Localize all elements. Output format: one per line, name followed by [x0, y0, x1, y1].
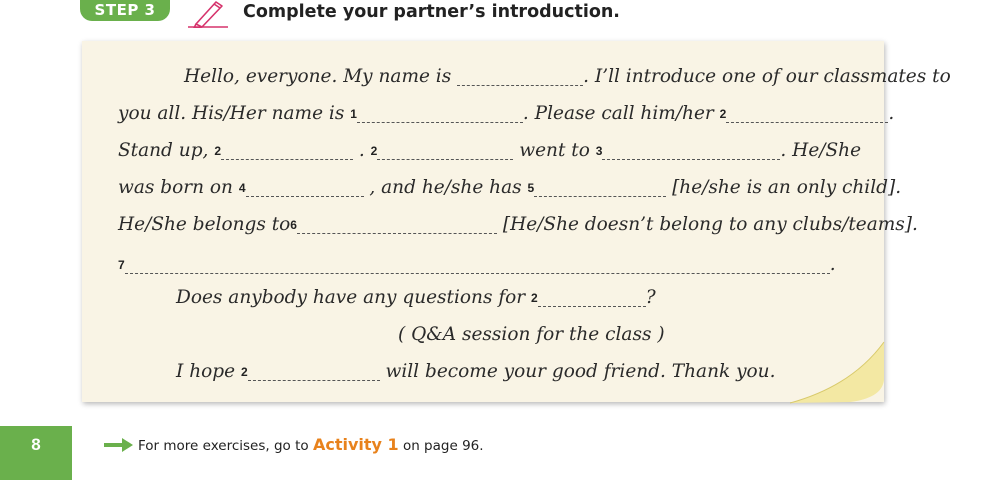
arrow-right-icon: [104, 437, 134, 453]
text-segment: [he/she is an only child].: [672, 177, 902, 198]
text-segment: .: [358, 140, 365, 161]
blank-number: 3: [595, 144, 603, 158]
blank-4[interactable]: [246, 178, 364, 197]
text-segment: , and he/she has: [369, 177, 522, 198]
blank-2[interactable]: [538, 288, 646, 307]
intro-line-7: [176, 285, 656, 311]
blank-own-name[interactable]: [457, 67, 583, 86]
text-segment: . I’ll introduce one of our classmates to: [583, 66, 951, 87]
pencil-icon: [186, 0, 230, 28]
blank-3[interactable]: [602, 141, 780, 160]
text-segment: .: [829, 254, 836, 275]
blank-2[interactable]: [377, 141, 513, 160]
text-segment: I hope: [176, 361, 236, 382]
text-segment: you all. His/Her name is: [118, 103, 345, 124]
text-segment: Does anybody have any questions for: [176, 287, 526, 308]
blank-number: 2: [240, 365, 248, 379]
blank-7[interactable]: [125, 255, 830, 274]
text-segment: was born on: [118, 177, 233, 198]
blank-number: 2: [719, 107, 727, 121]
text-segment: Stand up,: [118, 140, 209, 161]
text-segment: He/She belongs to: [118, 214, 291, 235]
blank-2[interactable]: [726, 104, 888, 123]
blank-number: 2: [370, 144, 378, 158]
blank-2[interactable]: [221, 141, 353, 160]
blank-number: 4: [238, 181, 246, 195]
intro-line-1: [184, 64, 951, 90]
text-segment: . Please call him/her: [522, 103, 714, 124]
footer-note: [138, 434, 484, 456]
text-segment: will become your good friend. Thank you.: [385, 361, 776, 382]
footer-text: For more exercises, go to: [138, 438, 309, 454]
text-segment: .: [888, 103, 895, 124]
step-title: Complete your partner’s introduction.: [243, 2, 620, 22]
intro-line-4: [118, 175, 901, 201]
blank-number: 2: [214, 144, 221, 158]
intro-line-9: [176, 359, 775, 385]
page-number: 8: [0, 426, 72, 480]
text-segment: . He/She: [780, 140, 862, 161]
activity-link[interactable]: Activity 1: [312, 435, 399, 454]
blank-number: 2: [531, 291, 538, 305]
blank-number: 5: [527, 181, 535, 195]
intro-line-2: [118, 101, 894, 127]
footer-text: on page 96.: [402, 438, 484, 454]
qa-session-note: ( Q&A session for the class ): [398, 324, 665, 345]
text-segment: went to: [519, 140, 590, 161]
text-segment: Hello, everyone. My name is: [184, 66, 452, 87]
blank-5[interactable]: [534, 178, 666, 197]
blank-number: 6: [290, 218, 297, 232]
text-segment: [He/She doesn’t belong to any clubs/teams].: [502, 214, 918, 235]
intro-line-5: [118, 212, 918, 238]
blank-number: 1: [350, 107, 357, 121]
blank-1[interactable]: [357, 104, 523, 123]
blank-6[interactable]: [297, 215, 497, 234]
text-segment: ?: [645, 287, 656, 308]
blank-number: 7: [118, 258, 125, 272]
step-badge: STEP 3: [80, 0, 170, 21]
page-curl-decoration: [790, 340, 886, 404]
blank-2[interactable]: [248, 362, 380, 381]
intro-line-6: [118, 252, 836, 278]
intro-line-3: [118, 138, 861, 164]
